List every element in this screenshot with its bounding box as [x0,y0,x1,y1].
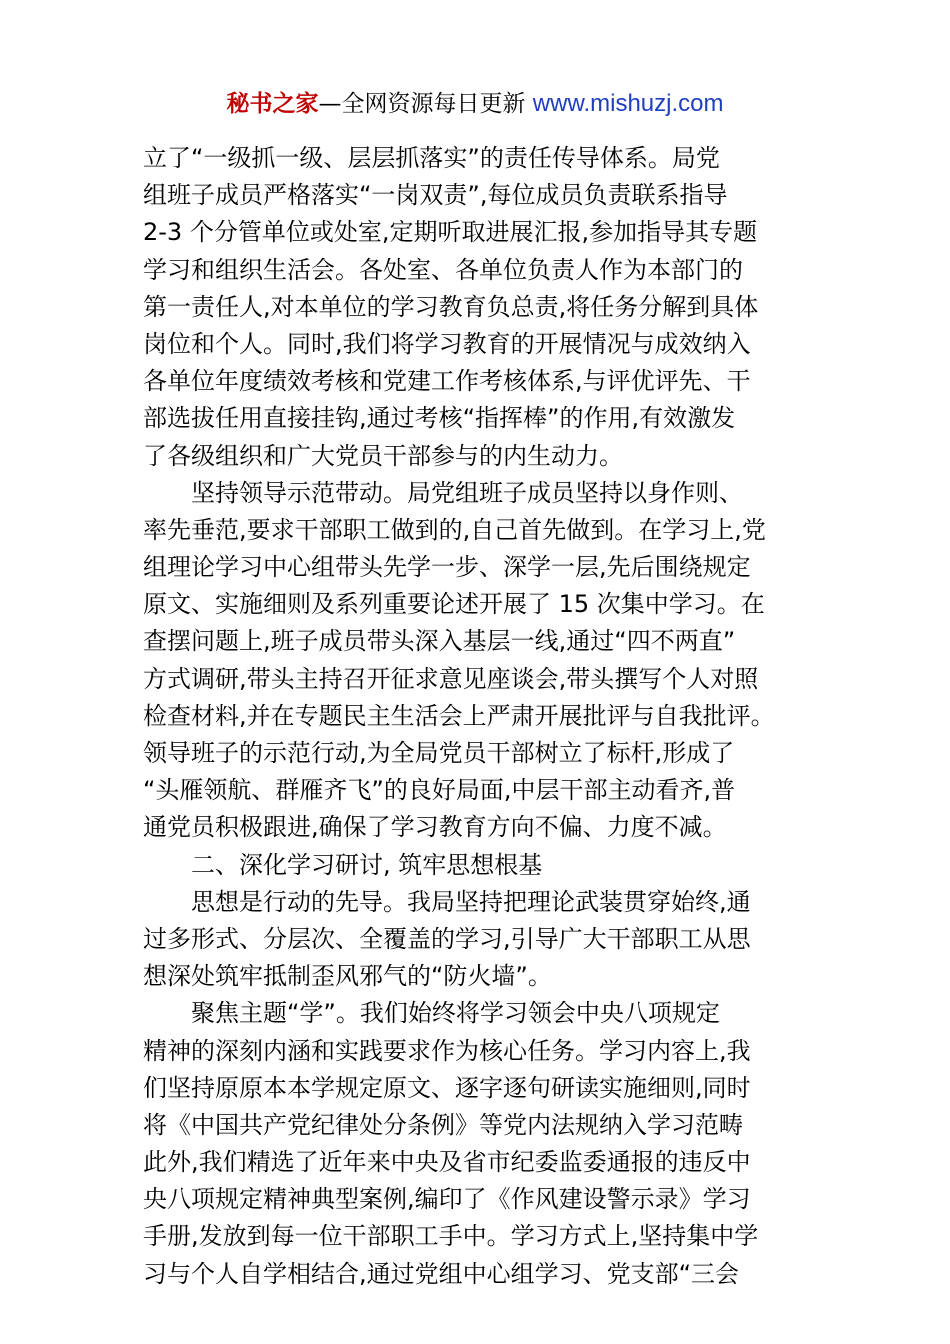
text-line: 学习和组织生活会。各处室、各单位负责人作为本部门的 [143,255,743,284]
text-line: “头雁领航、群雁齐飞”的良好局面,中层干部主动看齐,普 [143,776,736,805]
text-line: 组班子成员严格落实“一岗双责”,每位成员负责联系指导 [143,181,728,210]
text-line: 精神的深刻内涵和实践要求作为核心任务。学习内容上,我 [143,1036,751,1065]
text-line: 聚焦主题“学”。我们始终将学习领会中央八项规定 [191,999,720,1028]
text-line: 立了“一级抓一级、层层抓落实”的责任传导体系。局党 [143,144,720,172]
text-line: 各单位年度绩效考核和党建工作考核体系,与评优评先、干 [143,367,751,396]
text-line: 习与个人自学相结合,通过党组中心组学习、党支部“三会 [143,1259,740,1288]
text-line: 2-3 个分管单位或处室,定期听取进展汇报,参加指导其专题 [143,218,758,247]
text-line: 方式调研,带头主持召开征求意见座谈会,带头撰写个人对照 [143,664,759,693]
text-line: 通党员积极跟进,确保了学习教育方向不偏、力度不减。 [143,813,727,842]
document-body [143,140,823,1293]
text-line: 岗位和个人。同时,我们将学习教育的开展情况与成效纳入 [143,329,751,358]
text-line: 们坚持原原本本学规定原文、逐字逐句研读实施细则,同时 [143,1073,751,1102]
header-tagline: —全网资源每日更新 [318,91,533,117]
header-brand: 秘书之家 [226,91,319,117]
text-line: 过多形式、分层次、全覆盖的学习,引导广大干部职工从思 [143,924,751,953]
text-line: 检查材料,并在专题民主生活会上严肃开展批评与自我批评。 [143,701,775,730]
text-line: 此外,我们精选了近年来中央及省市纪委监委通报的违反中 [143,1148,751,1177]
text-line: 手册,发放到每一位干部职工手中。学习方式上,坚持集中学 [143,1222,759,1251]
text-line: 想深处筑牢抵制歪风邪气的“防火墙”。 [143,962,552,991]
text-line: 领导班子的示范行动,为全局党员干部树立了标杆,形成了 [143,739,735,767]
text-line: 原文、实施细则及系列重要论述开展了 15 次集中学习。在 [143,590,765,619]
text-line: 了各级组织和广大党员干部参与的内生动力。 [143,441,623,470]
text-line: 思想是行动的先导。我局坚持把理论武装贯穿始终,通 [191,887,751,916]
page-header [0,88,950,120]
text-line: 部选拔任用直接挂钩,通过考核“指挥棒”的作用,有效激发 [143,404,736,433]
header-url-link[interactable]: www.mishuzj.com [532,90,724,117]
text-line: 央八项规定精神典型案例,编印了《作风建设警示录》学习 [143,1185,751,1214]
text-line: 第一责任人,对本单位的学习教育负总责,将任务分解到具体 [143,292,759,321]
text-line: 率先垂范,要求干部职工做到的,自己首先做到。在学习上,党 [143,515,766,544]
text-line: 组理论学习中心组带头先学一步、深学一层,先后围绕规定 [143,553,751,582]
text-line: 二、深化学习研讨, 筑牢思想根基 [191,850,543,879]
text-line: 坚持领导示范带动。局党组班子成员坚持以身作则、 [191,478,743,507]
text-line: 将《中国共产党纪律处分条例》等党内法规纳入学习范畴 [143,1110,743,1139]
text-line: 查摆问题上,班子成员带头深入基层一线,通过“四不两直” [143,627,736,656]
